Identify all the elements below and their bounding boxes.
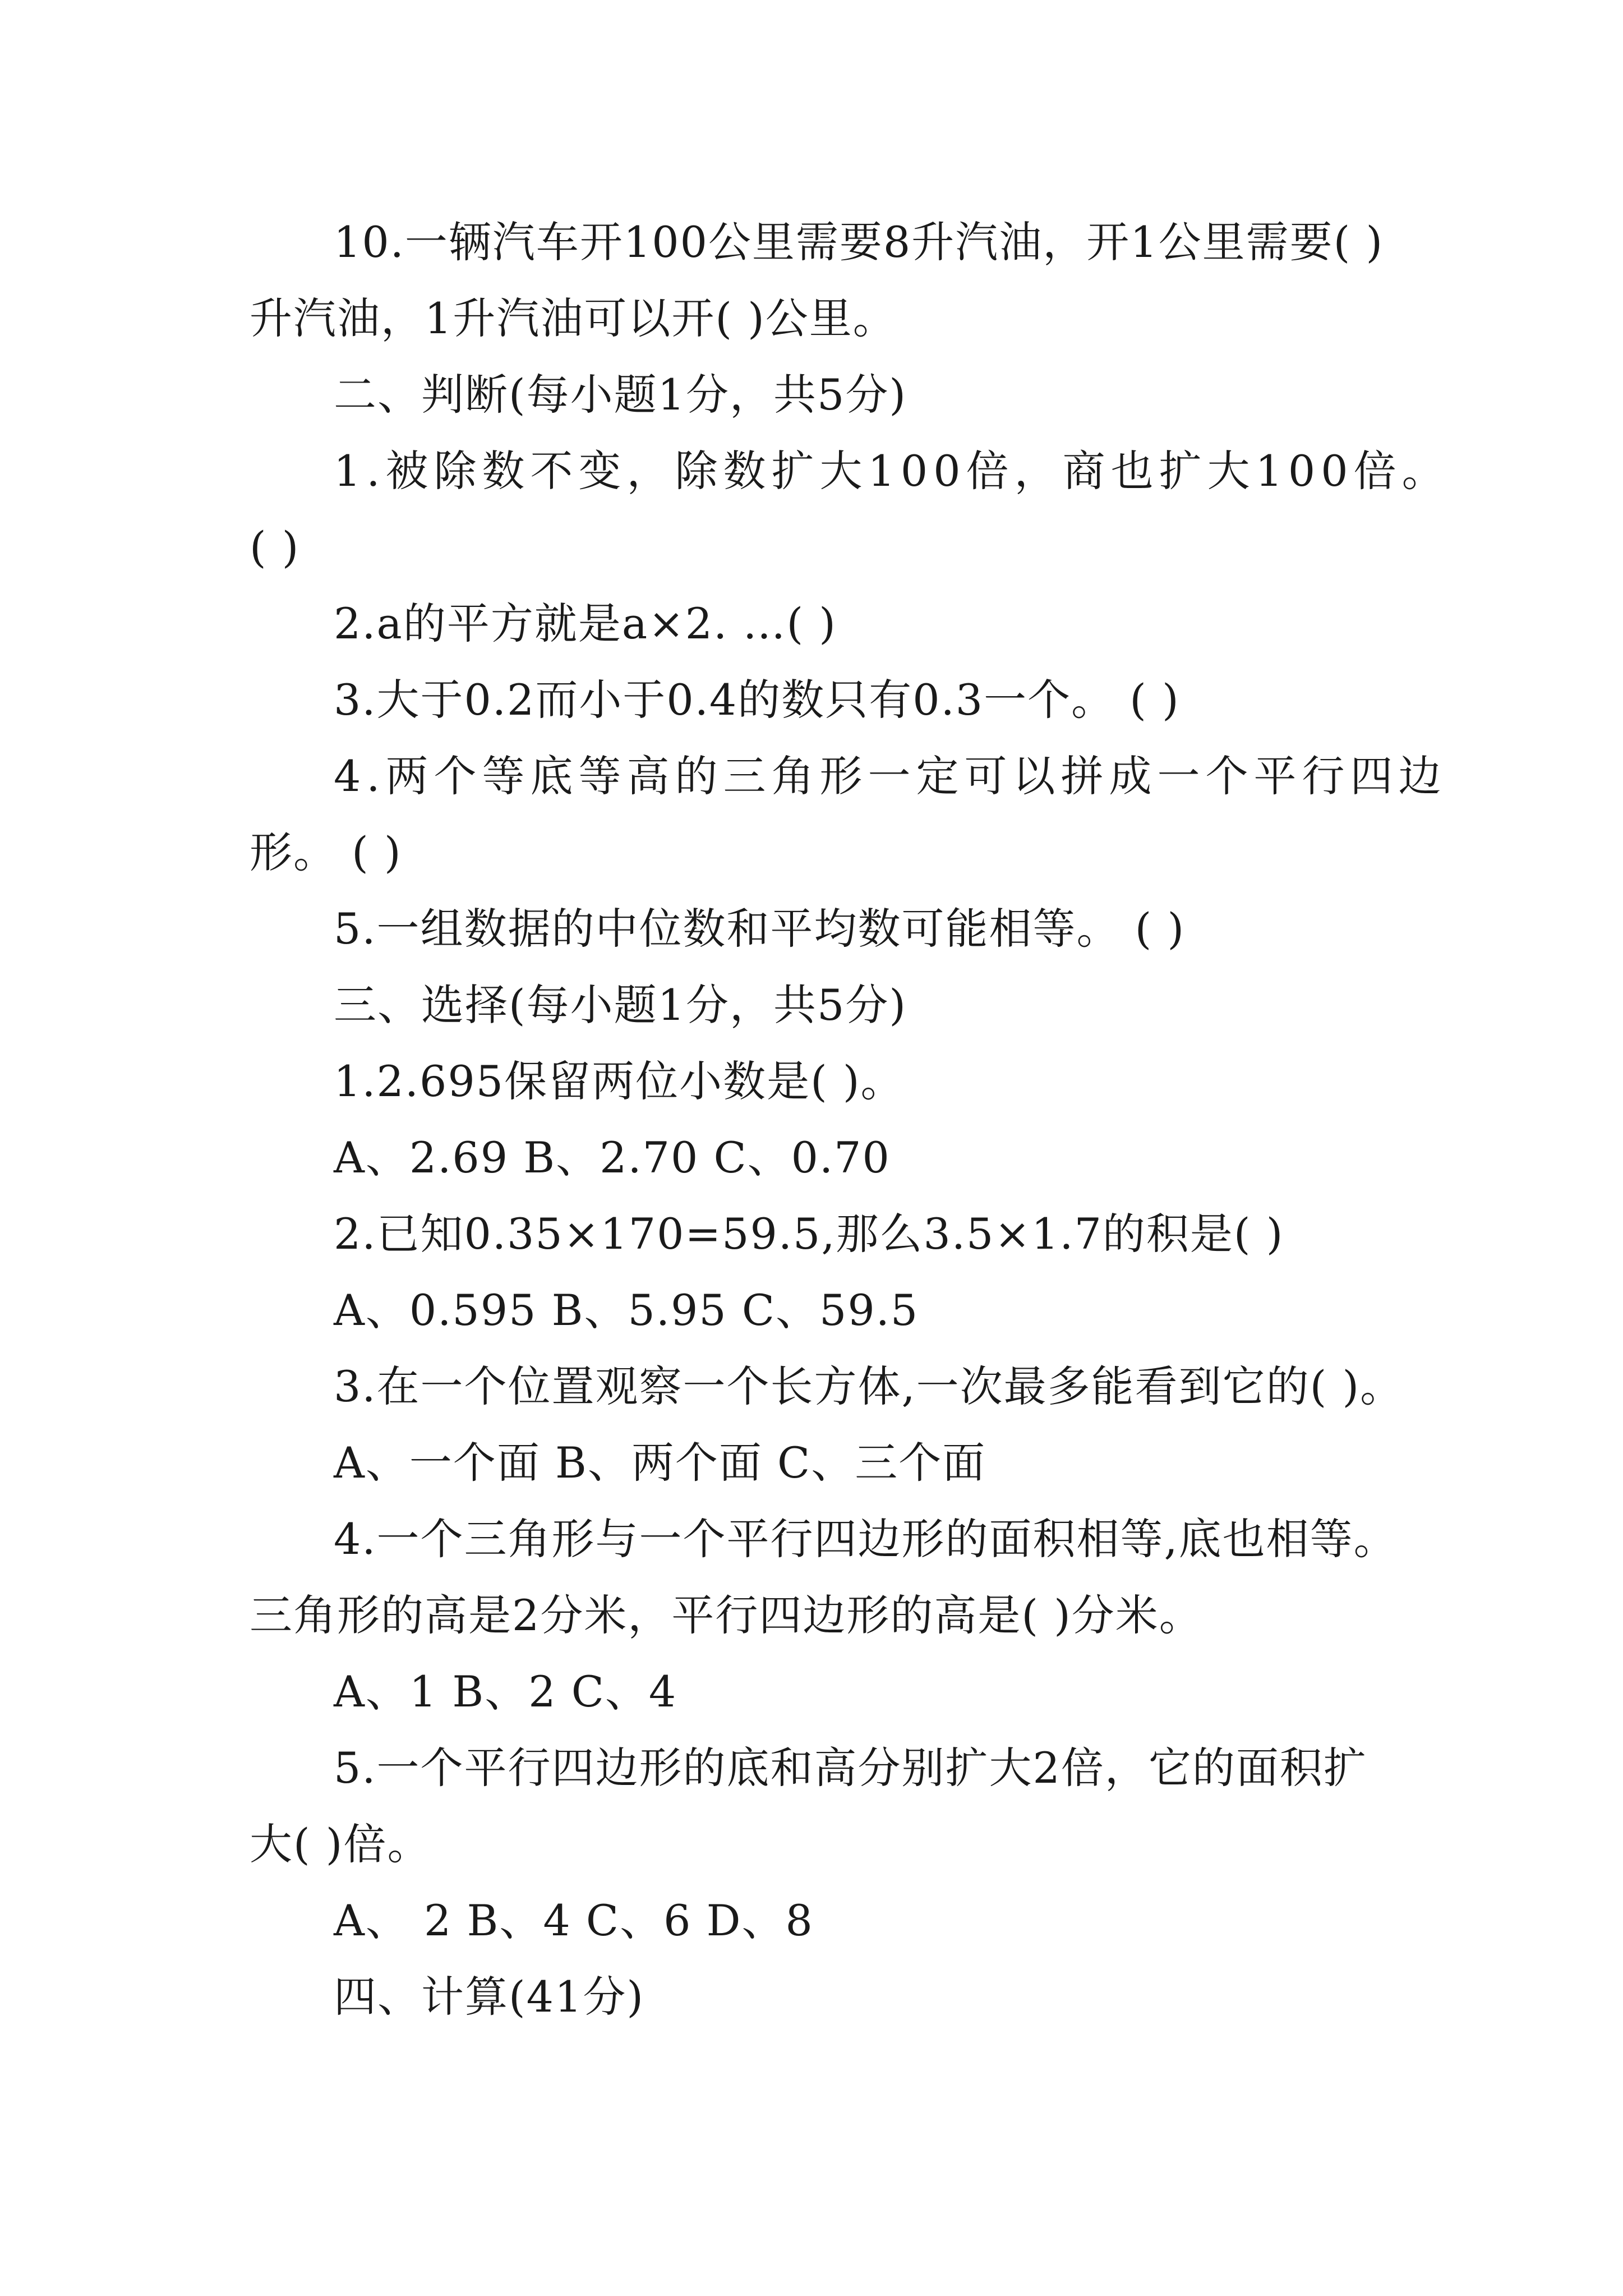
- text-line: 5.一个平行四边形的底和高分别扩大2倍，它的面积扩: [334, 1743, 1367, 1793]
- answer-options: A、2.69 B、2.70 C、0.70: [334, 1133, 891, 1182]
- section-heading: 三、选择(每小题1分，共5分): [334, 980, 907, 1030]
- section-heading: 二、判断(每小题1分，共5分): [334, 370, 907, 420]
- text-line: 三角形的高是2分米，平行四边形的高是( )分米。: [250, 1590, 1203, 1640]
- answer-options: A、 2 B、4 C、6 D、8: [334, 1895, 814, 1945]
- text-line: 3.在一个位置观察一个长方体,一次最多能看到它的( )。: [334, 1361, 1404, 1411]
- answer-options: A、0.595 B、5.95 C、59.5: [334, 1285, 919, 1335]
- text-line: 10.一辆汽车开100公里需要8升汽油，开1公里需要( ): [334, 217, 1384, 267]
- text-line: 4.一个三角形与一个平行四边形的面积相等,底也相等。: [334, 1514, 1398, 1564]
- answer-options: A、1 B、2 C、4: [334, 1667, 677, 1717]
- text-line: 1.2.695保留两位小数是( )。: [334, 1056, 905, 1106]
- text-line: 2.已知0.35×170=59.5,那么3.5×1.7的积是( ): [334, 1209, 1284, 1259]
- text-line: 2.a的平方就是a×2. …( ): [334, 599, 837, 648]
- text-line: 形。 ( ): [250, 827, 402, 877]
- text-line: 5.一组数据的中位数和平均数可能相等。 ( ): [334, 904, 1186, 954]
- text-line: 3.大于0.2而小于0.4的数只有0.3一个。 ( ): [334, 675, 1180, 725]
- text-line: 大( )倍。: [250, 1819, 431, 1869]
- section-heading: 四、计算(41分): [334, 1972, 645, 2022]
- text-line: 1.被除数不变，除数扩大100倍，商也扩大100倍。: [334, 446, 1450, 496]
- text-line: 升汽油，1升汽油可以开( )公里。: [250, 293, 897, 343]
- text-line: ( ): [250, 522, 300, 572]
- text-line: 4.两个等底等高的三角形一定可以拼成一个平行四边: [334, 751, 1447, 801]
- answer-options: A、一个面 B、两个面 C、三个面: [334, 1438, 986, 1488]
